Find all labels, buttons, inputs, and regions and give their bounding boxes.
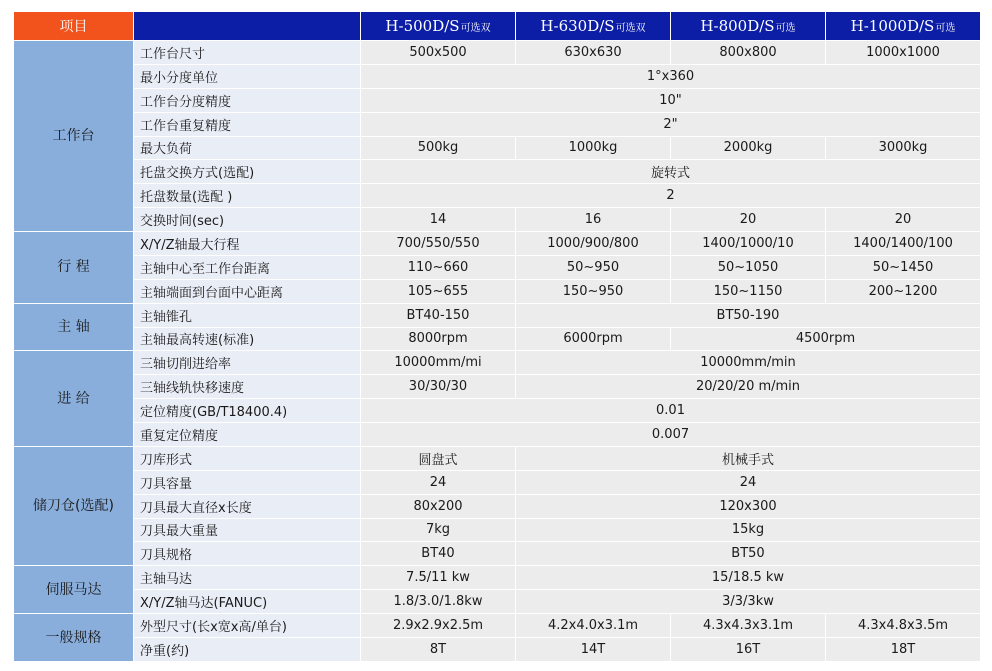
spec-label: 主轴马达 [134,566,361,590]
table-row [14,184,981,208]
table-row [14,590,981,614]
spec-value: 110~660 [361,255,516,279]
spec-label: 主轴端面到台面中心距离 [134,279,361,303]
spec-value: 14T [516,637,671,661]
spec-value: 630x630 [516,41,671,65]
category-cell: 行 程 [14,232,134,304]
spec-value: BT50 [516,542,981,566]
spec-label: 三轴切削进给率 [134,351,361,375]
spec-body [14,41,981,662]
spec-value: 2" [361,112,981,136]
spec-value: 20 [671,208,826,232]
spec-label: 主轴锥孔 [134,303,361,327]
header-item: 项目 [14,12,134,41]
spec-value: BT40 [361,542,516,566]
spec-label: 最小分度单位 [134,64,361,88]
spec-value: 2000kg [671,136,826,160]
spec-label: 净重(约) [134,637,361,661]
spec-value: 500kg [361,136,516,160]
spec-label: 刀具最大直径x长度 [134,494,361,518]
spec-value: 105~655 [361,279,516,303]
spec-value: 200~1200 [826,279,981,303]
spec-value: 0.007 [361,423,981,447]
table-row [14,232,981,256]
spec-label: 最大负荷 [134,136,361,160]
header-model [671,12,826,41]
spec-value: 3/3/3kw [516,590,981,614]
category-cell: 进 给 [14,351,134,447]
model-suffix: 可选 [935,23,956,34]
spec-value: 50~1050 [671,255,826,279]
spec-label: 重复定位精度 [134,423,361,447]
spec-label: 工作台尺寸 [134,41,361,65]
spec-value: 10000mm/min [516,351,981,375]
header-model [826,12,981,41]
spec-label: 工作台分度精度 [134,88,361,112]
spec-value: 1000x1000 [826,41,981,65]
table-row [14,566,981,590]
spec-value: 150~950 [516,279,671,303]
table-row [14,160,981,184]
spec-label: X/Y/Z轴最大行程 [134,232,361,256]
table-row [14,351,981,375]
spec-value: 18T [826,637,981,661]
spec-label: 定位精度(GB/T18400.4) [134,399,361,423]
spec-value: 1400/1400/100 [826,232,981,256]
spec-label: 三轴线轨快移速度 [134,375,361,399]
spec-value: 7kg [361,518,516,542]
spec-label: 刀具容量 [134,470,361,494]
table-row [14,542,981,566]
spec-value: 800x800 [671,41,826,65]
model-name: H-800D/S [700,17,775,35]
model-suffix: 可选双 [460,23,491,34]
spec-value: 14 [361,208,516,232]
spec-value: 6000rpm [516,327,671,351]
header-model [361,12,516,41]
table-row [14,136,981,160]
table-row [14,399,981,423]
table-row [14,446,981,470]
table-row [14,614,981,638]
spec-value: 1°x360 [361,64,981,88]
table-row [14,208,981,232]
spec-value: 20/20/20 m/min [516,375,981,399]
spec-value: 8000rpm [361,327,516,351]
spec-value: 4500rpm [671,327,981,351]
table-row [14,518,981,542]
table-row [14,423,981,447]
spec-value: 10" [361,88,981,112]
spec-value: 50~1450 [826,255,981,279]
spec-label: 工作台重复精度 [134,112,361,136]
category-cell: 工作台 [14,41,134,232]
spec-value: 50~950 [516,255,671,279]
header-row [14,12,981,41]
spec-value: 2.9x2.9x2.5m [361,614,516,638]
spec-value: 1000/900/800 [516,232,671,256]
spec-label: 交换时间(sec) [134,208,361,232]
table-row [14,88,981,112]
spec-label: 主轴中心至工作台距离 [134,255,361,279]
table-row [14,327,981,351]
spec-value: 机械手式 [516,446,981,470]
spec-value: 圆盘式 [361,446,516,470]
category-cell: 储刀仓(选配) [14,446,134,565]
spec-label: 托盘数量(选配 ) [134,184,361,208]
spec-label: 主轴最高转速(标准) [134,327,361,351]
table-row [14,279,981,303]
category-cell: 主 轴 [14,303,134,351]
table-row [14,494,981,518]
category-cell: 伺服马达 [14,566,134,614]
spec-value: BT50-190 [516,303,981,327]
table-row [14,375,981,399]
model-name: H-1000D/S [850,17,935,35]
spec-value: 500x500 [361,41,516,65]
spec-value: 16T [671,637,826,661]
spec-value: 30/30/30 [361,375,516,399]
spec-value: 24 [516,470,981,494]
spec-label: 外型尺寸(长x宽x高/单台) [134,614,361,638]
header-blank [134,12,361,41]
spec-value: 2 [361,184,981,208]
model-suffix: 可选 [775,23,796,34]
category-cell: 一般规格 [14,614,134,662]
spec-value: 700/550/550 [361,232,516,256]
spec-label: 刀具规格 [134,542,361,566]
spec-value: 0.01 [361,399,981,423]
spec-label: 刀库形式 [134,446,361,470]
spec-value: 1.8/3.0/1.8kw [361,590,516,614]
spec-value: 15/18.5 kw [516,566,981,590]
spec-table [13,11,981,662]
spec-value: 20 [826,208,981,232]
table-row [14,637,981,661]
spec-value: 150~1150 [671,279,826,303]
spec-value: 旋转式 [361,160,981,184]
table-row [14,112,981,136]
spec-value: 1400/1000/10 [671,232,826,256]
spec-value: 8T [361,637,516,661]
spec-value: 120x300 [516,494,981,518]
spec-value: 16 [516,208,671,232]
model-name: H-630D/S [540,17,615,35]
table-row [14,41,981,65]
spec-label: 托盘交换方式(选配) [134,160,361,184]
spec-value: 4.3x4.3x3.1m [671,614,826,638]
model-suffix: 可选双 [615,23,646,34]
table-row [14,303,981,327]
spec-label: X/Y/Z轴马达(FANUC) [134,590,361,614]
header-model [516,12,671,41]
table-row [14,470,981,494]
table-row [14,64,981,88]
spec-value: 3000kg [826,136,981,160]
spec-value: BT40-150 [361,303,516,327]
spec-value: 80x200 [361,494,516,518]
spec-value: 4.3x4.8x3.5m [826,614,981,638]
spec-value: 15kg [516,518,981,542]
table-row [14,255,981,279]
spec-value: 10000mm/mi [361,351,516,375]
spec-label: 刀具最大重量 [134,518,361,542]
model-name: H-500D/S [385,17,460,35]
spec-value: 7.5/11 kw [361,566,516,590]
spec-value: 4.2x4.0x3.1m [516,614,671,638]
spec-value: 1000kg [516,136,671,160]
spec-value: 24 [361,470,516,494]
